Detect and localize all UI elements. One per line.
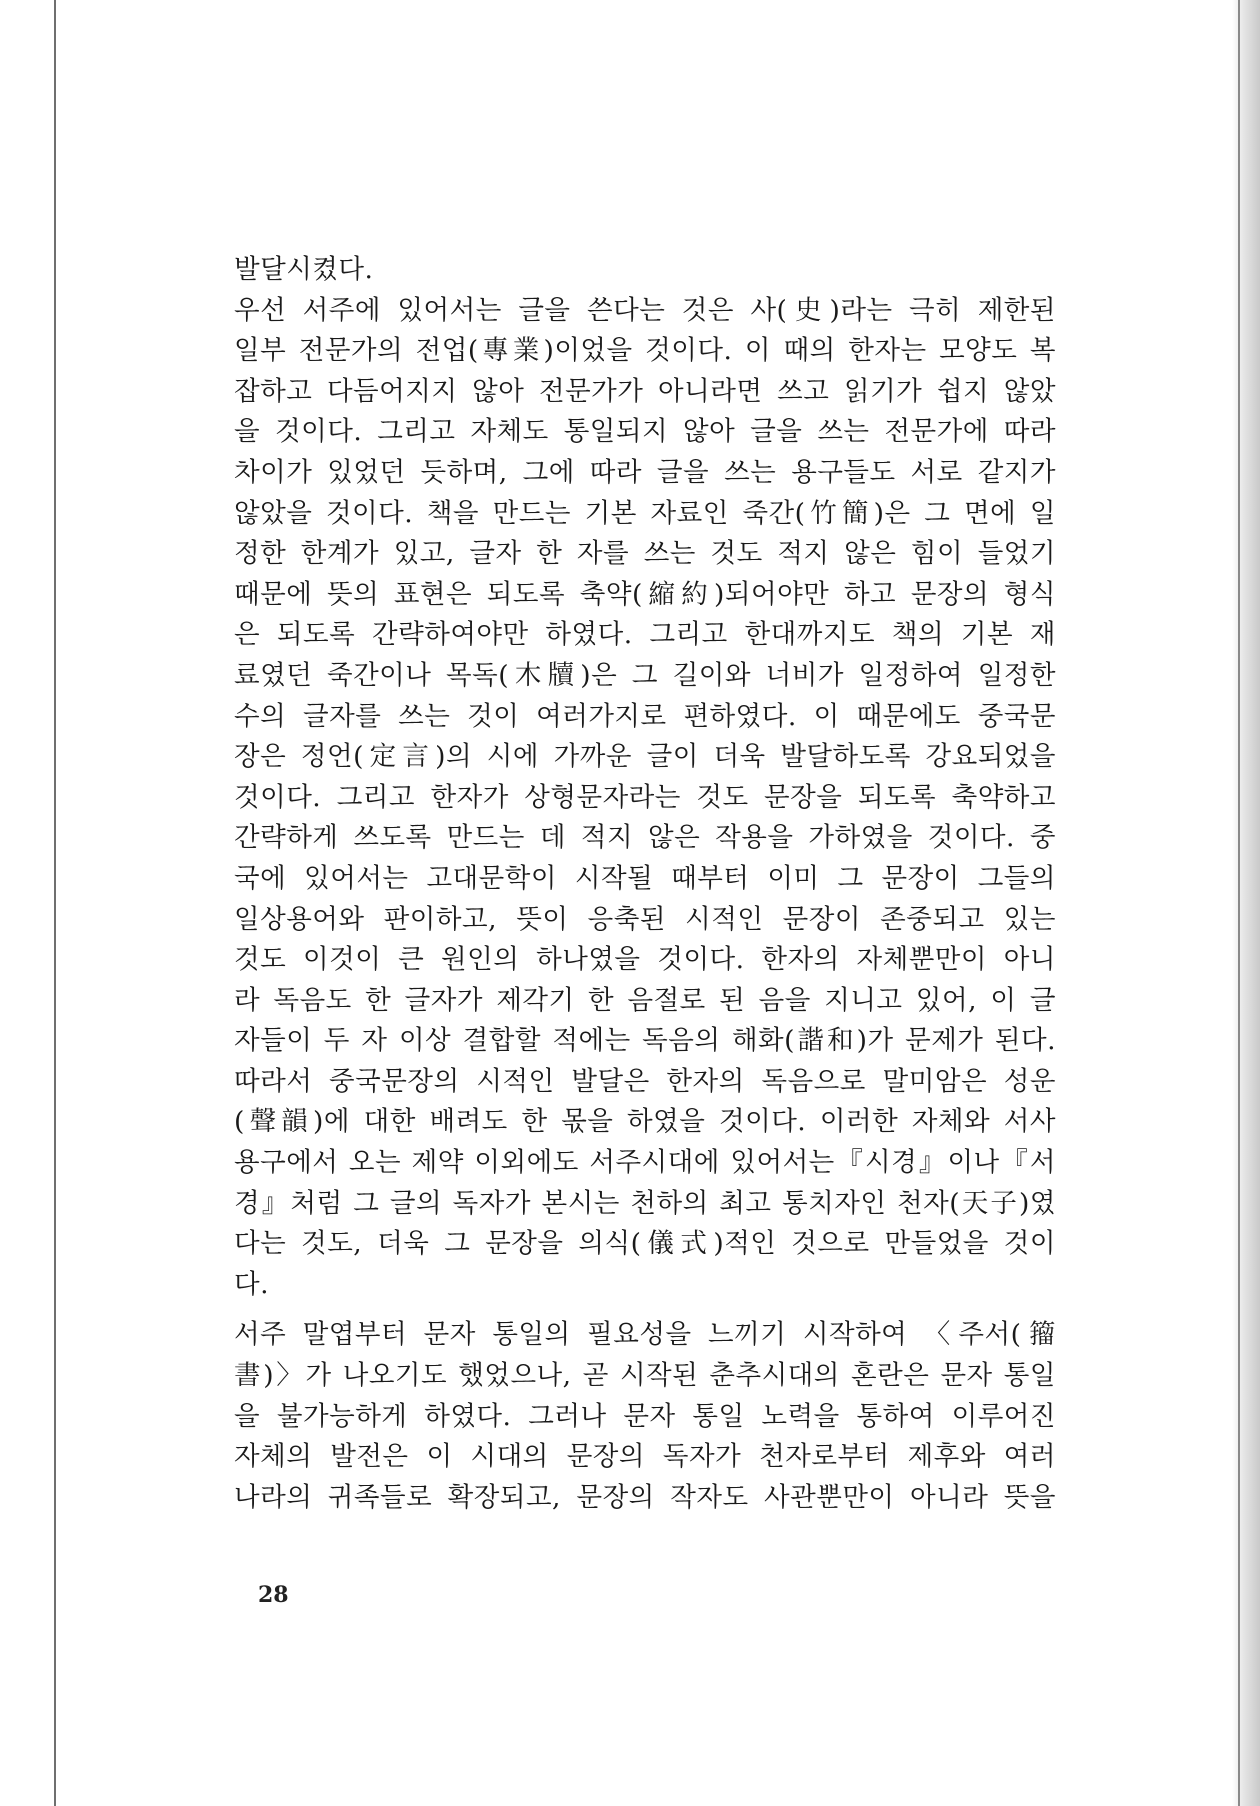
text-line: 따라서 중국문장의 시적인 발달은 한자의 독음으로 말미암은 성운: [234, 1065, 1056, 1097]
text-line: 것이다. 그리고 한자가 상형문자라는 것도 문장을 되도록 축약하고: [234, 781, 1056, 813]
text-line: 다는 것도, 더욱 그 문장을 의식(儀式)적인 것으로 만들었을 것이: [234, 1228, 1056, 1260]
text-line: 은 되도록 간략하여야만 하였다. 그리고 한대까지도 책의 기본 재: [234, 619, 1056, 651]
text-line: 않았을 것이다. 책을 만드는 기본 자료인 죽간(竹簡)은 그 면에 일: [234, 497, 1056, 529]
text-line: 때문에 뜻의 표현은 되도록 축약(縮約)되어야만 하고 문장의 형식: [234, 578, 1056, 610]
text-line: 간략하게 쓰도록 만드는 데 적지 않은 작용을 가하였을 것이다. 중: [234, 822, 1056, 854]
text-line: 일부 전문가의 전업(專業)이었을 것이다. 이 때의 한자는 모양도 복: [234, 335, 1056, 367]
text-line: 일상용어와 판이하고, 뜻이 응축된 시적인 문장이 존중되고 있는: [234, 903, 1056, 935]
text-line: 우선 서주에 있어서는 글을 쓴다는 것은 사(史)라는 극히 제한된: [234, 294, 1056, 326]
text-line: 을 불가능하게 하였다. 그러나 문자 통일 노력을 통하여 이루어진: [234, 1400, 1056, 1432]
text-line: 국에 있어서는 고대문학이 시작될 때부터 이미 그 문장이 그들의: [234, 862, 1056, 894]
text-line: (聲韻)에 대한 배려도 한 몫을 하였을 것이다. 이러한 자체와 서사: [234, 1106, 1056, 1138]
text-line: 라 독음도 한 글자가 제각기 한 음절로 된 음을 지니고 있어, 이 글: [234, 984, 1056, 1016]
page-right-edge-line: [1238, 0, 1240, 1806]
text-line: 자들이 두 자 이상 결합할 적에는 독음의 해화(諧和)가 문제가 된다.: [234, 1025, 1056, 1057]
page-number: 28: [258, 1582, 289, 1608]
page-right-edge: [1232, 0, 1260, 1806]
text-line: 서주 말엽부터 문자 통일의 필요성을 느끼기 시작하여 〈주서(籀: [234, 1319, 1056, 1351]
text-line: 수의 글자를 쓰는 것이 여러가지로 편하였다. 이 때문에도 중국문: [234, 700, 1056, 732]
text-line: 자체의 발전은 이 시대의 문장의 독자가 천자로부터 제후와 여러: [234, 1441, 1056, 1473]
text-line: 경』처럼 그 글의 독자가 본시는 천하의 최고 통치자인 천자(天子)였: [234, 1187, 1056, 1219]
body-text: [234, 250, 1056, 1518]
text-line: 나라의 귀족들로 확장되고, 문장의 작자도 사관뿐만이 아니라 뜻을: [234, 1481, 1056, 1513]
text-line: 료였던 죽간이나 목독(木牘)은 그 길이와 너비가 일정하여 일정한: [234, 659, 1056, 691]
text-line: 것도 이것이 큰 원인의 하나였을 것이다. 한자의 자체뿐만이 아니: [234, 944, 1056, 976]
text-line: 차이가 있었던 듯하며, 그에 따라 글을 쓰는 용구들도 서로 같지가: [234, 456, 1056, 488]
text-line: 書)〉가 나오기도 했었으나, 곧 시작된 춘추시대의 혼란은 문자 통일: [234, 1360, 1056, 1392]
paragraph-gap: [234, 1305, 1056, 1315]
text-line: 용구에서 오는 제약 이외에도 서주시대에 있어서는『시경』이나『서: [234, 1147, 1056, 1179]
text-line: 장은 정언(定言)의 시에 가까운 글이 더욱 발달하도록 강요되었을: [234, 741, 1056, 773]
text-line: 을 것이다. 그리고 자체도 통일되지 않아 글을 쓰는 전문가에 따라: [234, 416, 1056, 448]
text-line: 발달시켰다.: [234, 254, 374, 285]
text-line: 다.: [234, 1268, 270, 1300]
text-line: 잡하고 다듬어지지 않아 전문가가 아니라면 쓰고 읽기가 쉽지 않았: [234, 375, 1056, 407]
text-line: 정한 한계가 있고, 글자 한 자를 쓰는 것도 적지 않은 힘이 들었기: [234, 538, 1056, 570]
